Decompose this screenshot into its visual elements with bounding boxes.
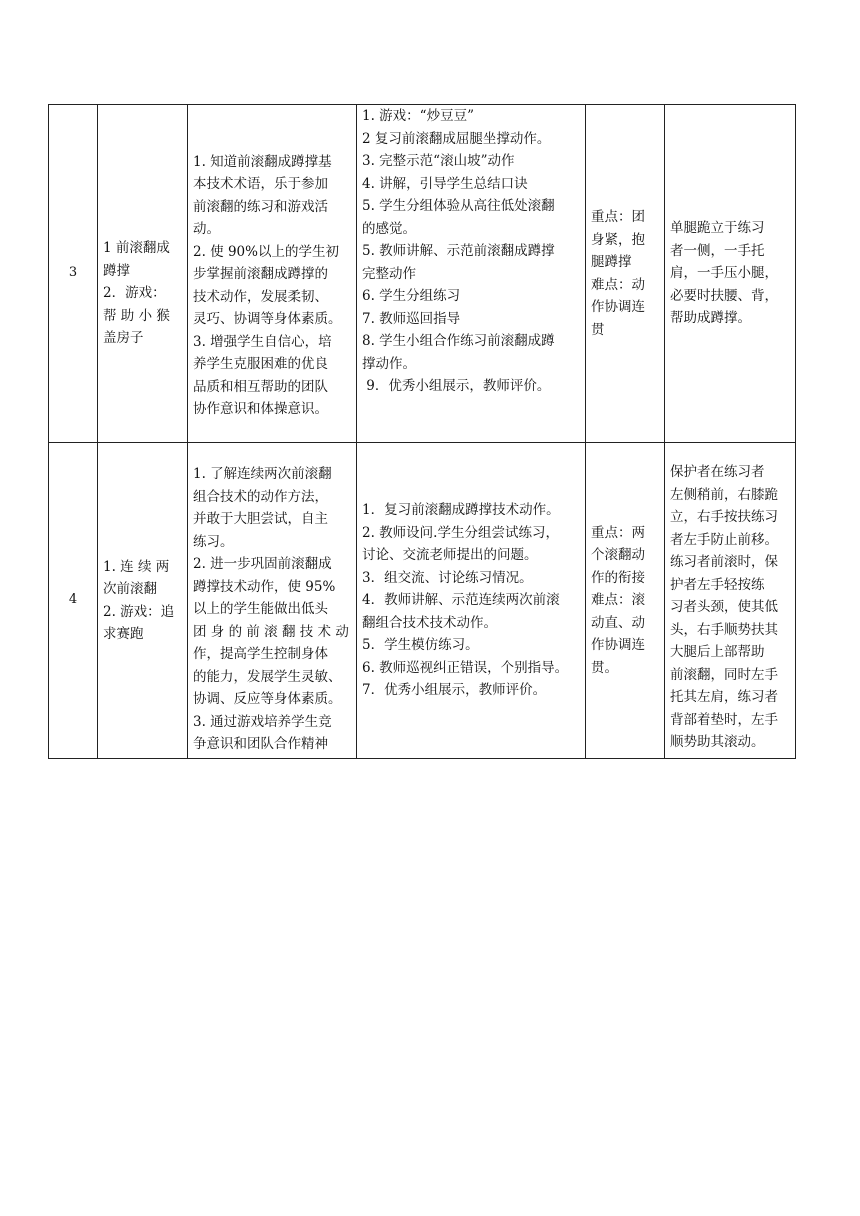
protection-line: 必要时扶腰、背， xyxy=(670,287,778,304)
row-number-cell xyxy=(49,105,98,443)
procedure-line: 3．组交流、讨论练习情况。 xyxy=(362,569,533,586)
objectives-line: 协作意识和体操意识。 xyxy=(193,401,328,417)
protection-line: 头，右手顺势扶其 xyxy=(670,621,778,638)
content-line: 帮 助 小 猴 xyxy=(103,307,170,324)
key-points-line: 作协调连 xyxy=(591,299,645,315)
protection-cell xyxy=(665,105,796,443)
procedure-cell xyxy=(357,443,586,759)
content-cell xyxy=(98,443,188,759)
protection-line: 立，右手按扶练习 xyxy=(670,509,778,525)
objectives-line: 协调、反应等身体素质。 xyxy=(193,691,342,707)
protection-line: 者一侧，一手托 xyxy=(670,242,765,259)
procedure-line: 2 复习前滚翻成屈腿坐撑动作。 xyxy=(362,130,551,147)
protection-line: 肩，一手压小腿， xyxy=(670,265,778,282)
key-points-line: 动直、动 xyxy=(591,614,645,631)
procedure-line: 1. 游戏：“炒豆豆” xyxy=(362,108,474,124)
procedure-line: 5. 学生分组体验从高往低处滚翻 xyxy=(362,198,555,214)
key-points-cell xyxy=(586,443,665,759)
key-points-line: 重点：两 xyxy=(591,524,645,541)
procedure-line: 1．复习前滚翻成蹲撑技术动作。 xyxy=(362,502,560,519)
content-line: 求赛跑 xyxy=(103,626,144,642)
procedure-line: 5. 教师讲解、示范前滚翻成蹲撑 xyxy=(362,243,555,259)
protection-line: 保护者在练习者 xyxy=(670,464,765,480)
protection-line: 背部着垫时，左手 xyxy=(670,711,778,728)
key-points-line: 作协调连 xyxy=(591,637,645,654)
content-line: 盖房子 xyxy=(103,330,144,347)
protection-cell xyxy=(665,443,796,759)
table-row xyxy=(49,443,796,759)
lesson-plan-table xyxy=(48,104,796,759)
objectives-line: 2. 使 90%以上的学生初 xyxy=(193,243,339,260)
procedure-line: 6. 学生分组练习 xyxy=(362,288,461,304)
objectives-cell xyxy=(188,105,357,443)
row-number-cell xyxy=(49,443,98,759)
objectives-line: 前滚翻的练习和游戏活 xyxy=(193,198,328,215)
objectives-line: 步掌握前滚翻成蹲撑的 xyxy=(193,266,328,282)
procedure-line: 的感觉。 xyxy=(362,220,416,237)
content-line: 2. 游戏：追 xyxy=(103,603,175,620)
objectives-line: 练习。 xyxy=(193,533,234,550)
protection-line: 托其左肩，练习者 xyxy=(670,689,778,705)
key-points-line: 身紧，抱 xyxy=(591,231,645,248)
procedure-line: 4. 讲解，引导学生总结口诀 xyxy=(362,175,528,192)
protection-line: 大腿后上部帮助 xyxy=(670,644,765,660)
content-line: 蹲撑 xyxy=(103,262,130,279)
protection-line: 左侧稍前，右膝跪 xyxy=(670,486,778,503)
procedure-line: 5．学生模仿练习。 xyxy=(362,637,479,654)
procedure-line: 7. 教师巡回指导 xyxy=(362,310,461,327)
key-points-line: 难点：滚 xyxy=(591,592,645,609)
key-points-line: 贯。 xyxy=(591,659,618,676)
key-points-line: 重点：团 xyxy=(591,209,645,225)
protection-line: 顺势助其滚动。 xyxy=(670,734,765,750)
protection-line: 单腿跪立于练习 xyxy=(670,220,765,237)
objectives-line: 以上的学生能做出低头 xyxy=(193,601,328,617)
objectives-line: 品质和相互帮助的团队 xyxy=(193,378,328,395)
procedure-cell xyxy=(357,105,586,443)
content-line: 1. 连 续 两 xyxy=(103,558,170,575)
key-points-line: 难点：动 xyxy=(591,276,645,293)
key-points-line: 作的衔接 xyxy=(591,569,645,586)
procedure-line: 7．优秀小组展示，教师评价。 xyxy=(362,682,547,699)
key-points-line: 腿蹲撑 xyxy=(591,254,632,270)
content-line: 次前滚翻 xyxy=(103,581,157,597)
key-points-line: 个滚翻动 xyxy=(591,547,645,564)
content-line: 2．游戏： xyxy=(103,285,166,302)
objectives-line: 争意识和团队合作精神 xyxy=(193,736,328,752)
objectives-line: 2. 进一步巩固前滚翻成 xyxy=(193,556,332,572)
protection-line: 前滚翻，同时左手 xyxy=(670,666,778,683)
objectives-line: 技术动作，发展柔韧、 xyxy=(193,288,328,305)
content-cell xyxy=(98,105,188,443)
objectives-line: 养学生克服困难的优良 xyxy=(193,356,328,372)
objectives-line: 3. 通过游戏培养学生竞 xyxy=(193,713,332,730)
procedure-line: 4．教师讲解、示范连续两次前滚 xyxy=(362,592,560,609)
objectives-line: 蹲撑技术动作，使 95% xyxy=(193,578,336,595)
key-points-line: 贯 xyxy=(591,321,605,338)
objectives-line: 1. 知道前滚翻成蹲撑基 xyxy=(193,153,332,170)
protection-line: 习者头颈，使其低 xyxy=(670,599,778,615)
row-number: 4 xyxy=(68,592,78,608)
key-points-cell xyxy=(586,105,665,443)
procedure-line: 2. 教师设问.学生分组尝试练习， xyxy=(362,524,559,541)
objectives-line: 作，提高学生控制身体 xyxy=(193,646,328,662)
objectives-line: 动。 xyxy=(193,221,220,237)
procedure-line: 3. 完整示范“滚山坡”动作 xyxy=(362,153,515,169)
objectives-line: 的能力，发展学生灵敏、 xyxy=(193,668,342,685)
protection-line: 者左手防止前移。 xyxy=(670,531,778,548)
objectives-line: 灵巧、协调等身体素质。 xyxy=(193,311,342,327)
protection-line: 练习者前滚时，保 xyxy=(670,554,778,570)
objectives-line: 1. 了解连续两次前滚翻 xyxy=(193,466,332,482)
procedure-line: 6. 教师巡视纠正错误，个别指导。 xyxy=(362,659,569,676)
objectives-line: 本技术术语，乐于参加 xyxy=(193,176,328,192)
procedure-line: 8. 学生小组合作练习前滚翻成蹲 xyxy=(362,333,555,349)
protection-line: 护者左手轻按练 xyxy=(670,576,765,593)
protection-line: 帮助成蹲撑。 xyxy=(670,310,751,327)
procedure-line: 完整动作 xyxy=(362,265,416,282)
objectives-line: 组合技术的动作方法， xyxy=(193,488,328,505)
objectives-line: 3. 增强学生自信心，培 xyxy=(193,333,332,350)
content-line: 1 前滚翻成 xyxy=(103,240,170,257)
objectives-line: 并敢于大胆尝试，自主 xyxy=(193,511,328,527)
objectives-cell xyxy=(188,443,357,759)
procedure-line: 撑动作。 xyxy=(362,355,416,372)
row-number: 3 xyxy=(68,265,78,281)
procedure-line: 9．优秀小组展示，教师评价。 xyxy=(362,378,551,394)
objectives-line: 团 身 的 前 滚 翻 技 术 动 xyxy=(193,623,349,640)
procedure-line: 翻组合技术技术动作。 xyxy=(362,614,497,631)
procedure-line: 讨论、交流老师提出的问题。 xyxy=(362,547,538,564)
table-row xyxy=(49,105,796,443)
